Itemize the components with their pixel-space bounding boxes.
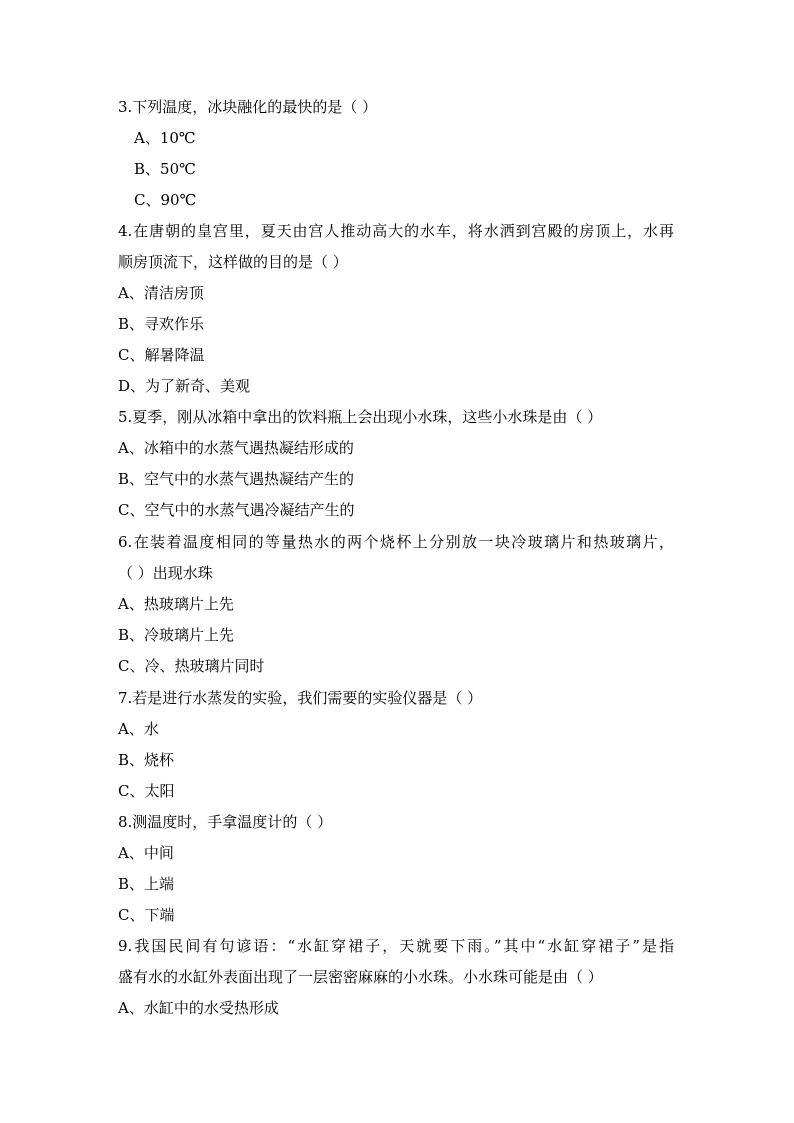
question-5-stem: 5.夏季，刚从冰箱中拿出的饮料瓶上会出现小水珠，这些小水珠是由（ ） bbox=[118, 408, 603, 426]
question-3-option-b: B、50℃ bbox=[134, 160, 196, 178]
question-4-option-c: C、解暑降温 bbox=[118, 346, 205, 364]
question-4-option-b: B、寻欢作乐 bbox=[118, 315, 205, 333]
question-7-stem: 7.若是进行水蒸发的实验，我们需要的实验仪器是（ ） bbox=[118, 689, 483, 707]
question-3-option-a: A、10℃ bbox=[134, 129, 196, 147]
question-3-stem: 3.下列温度，冰块融化的最快的是（ ） bbox=[118, 98, 378, 116]
question-5-option-b: B、空气中的水蒸气遇热凝结产生的 bbox=[118, 470, 355, 488]
question-4-stem-line-1: 4.在唐朝的皇宫里，夏天由宫人推动高大的水车，将水洒到宫殿的房顶上，水再 bbox=[118, 222, 674, 240]
question-7-option-c: C、太阳 bbox=[118, 782, 175, 800]
question-6-option-c: C、冷、热玻璃片同时 bbox=[118, 657, 265, 675]
question-8-option-b: B、上端 bbox=[118, 875, 175, 893]
question-8-stem: 8.测温度时，手拿温度计的（ ） bbox=[118, 813, 333, 831]
question-4-option-a: A、清洁房顶 bbox=[118, 284, 204, 302]
question-5-option-c: C、空气中的水蒸气遇冷凝结产生的 bbox=[118, 501, 355, 519]
question-6-stem-line-1: 6.在装着温度相同的等量热水的两个烧杯上分别放一块冷玻璃片和热玻璃片， bbox=[118, 533, 674, 551]
question-8-option-c: C、下端 bbox=[118, 906, 175, 924]
question-4-option-d: D、为了新奇、美观 bbox=[118, 377, 251, 395]
question-8-option-a: A、中间 bbox=[118, 844, 174, 862]
question-9-stem-line-1: 9.我国民间有句谚语：“水缸穿裙子，天就要下雨。”其中“水缸穿裙子”是指 bbox=[118, 937, 674, 955]
question-3-option-c: C、90℃ bbox=[134, 191, 197, 209]
question-6-stem-line-2: （ ）出现水珠 bbox=[118, 564, 213, 582]
question-9-option-a: A、水缸中的水受热形成 bbox=[118, 999, 279, 1017]
question-6-option-a: A、热玻璃片上先 bbox=[118, 595, 234, 613]
question-7-option-a: A、水 bbox=[118, 720, 159, 738]
question-4-stem-line-2: 顺房顶流下，这样做的目的是（ ） bbox=[118, 253, 348, 271]
question-5-option-a: A、冰箱中的水蒸气遇热凝结形成的 bbox=[118, 439, 354, 457]
question-7-option-b: B、烧杯 bbox=[118, 751, 175, 769]
question-6-option-b: B、冷玻璃片上先 bbox=[118, 626, 235, 644]
question-9-stem-line-2: 盛有水的水缸外表面出现了一层密密麻麻的小水珠。小水珠可能是由（ ） bbox=[118, 968, 603, 986]
